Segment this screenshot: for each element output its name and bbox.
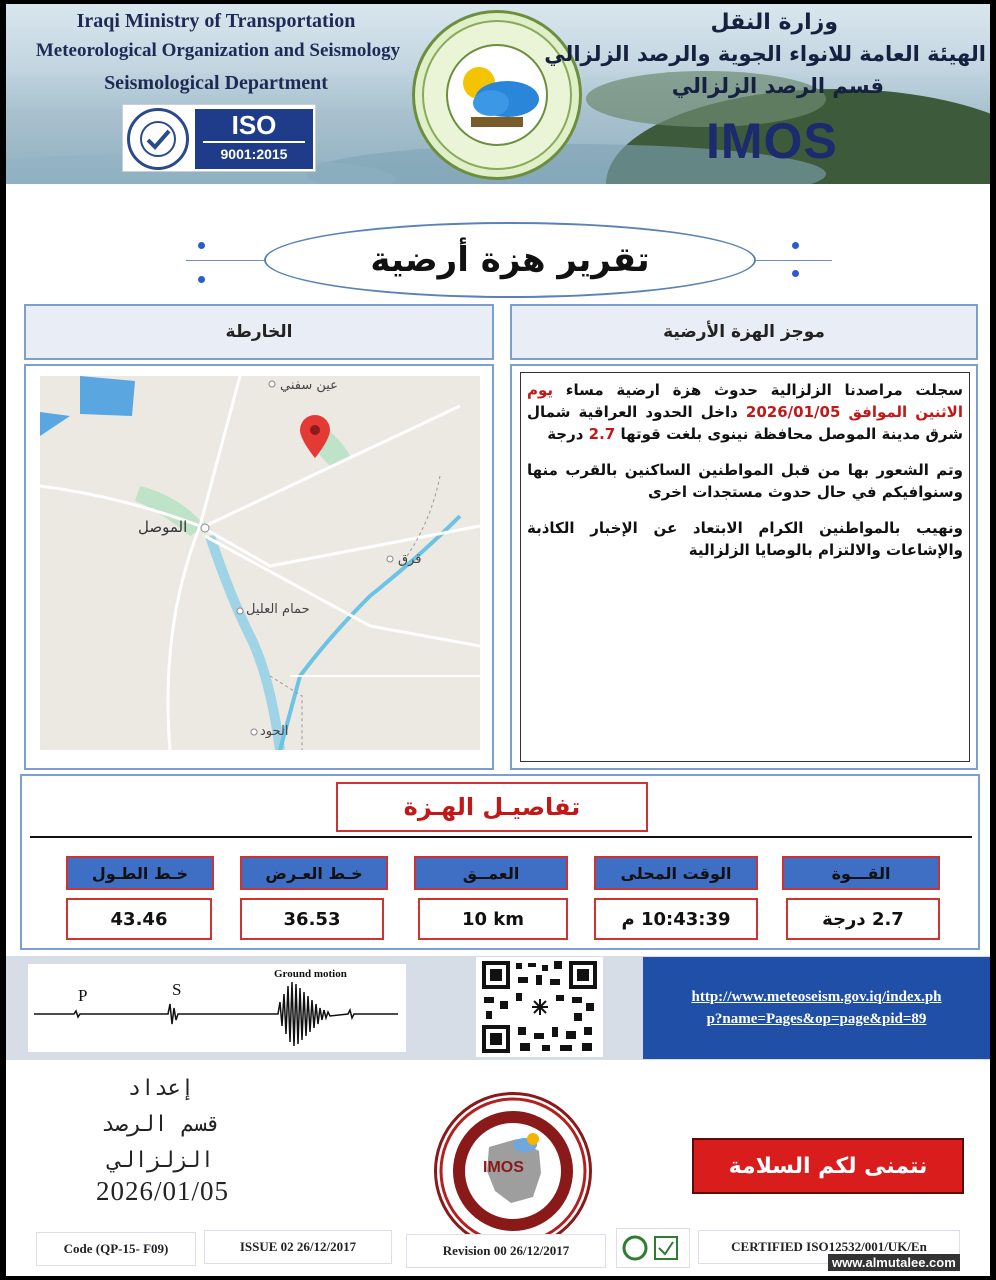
iso-label-block [195, 109, 313, 169]
watermark: www.almutalee.com [828, 1254, 960, 1271]
title-rule-left [186, 260, 270, 261]
ministry-en: Iraqi Ministry of Transportation [76, 10, 356, 32]
ministry-ar: وزارة النقل [710, 10, 838, 35]
department-ar: قسم الرصد الزلزالي [671, 74, 884, 98]
imos-brand: IMOS [706, 113, 838, 169]
summary-date: 2026/01/05 [745, 403, 841, 421]
report-date: 2026/01/05 [96, 1176, 230, 1206]
issue-info: ISSUE 02 26/12/2017 [204, 1230, 392, 1264]
title-decor-dot [198, 276, 205, 283]
summary-magnitude: 2.7 [588, 425, 616, 443]
summary-p1-mid: داخل الحدود العراقية شمال شرق مدينة الموصل محافظة نينوى بلغت قوتها [527, 403, 963, 443]
depth-header: العمــق [414, 856, 568, 890]
imos-seal-logo [434, 1092, 592, 1250]
form-code: Code (QP-15- F09) [36, 1232, 196, 1266]
seismogram-caption: Ground motion [274, 968, 347, 980]
details-title: تفاصيـل الهـزة [336, 782, 648, 832]
earthquake-report-page [6, 4, 990, 1276]
longitude-value: 43.46 [66, 898, 212, 940]
epicenter-pin-icon[interactable] [298, 414, 332, 460]
prepared-by-label: إعداد [127, 1076, 195, 1101]
title-rule-right [752, 260, 832, 261]
website-link[interactable] [643, 957, 990, 1059]
magnitude-value: 2.7 درجة [786, 898, 940, 940]
organization-logo [412, 10, 582, 180]
longitude-header: خـط الطـول [66, 856, 214, 890]
seismogram [28, 964, 406, 1052]
magnitude-header: القـــوة [782, 856, 940, 890]
latitude-header: خـط العـرض [240, 856, 388, 890]
local-time-header: الوقت المحلى [594, 856, 758, 890]
local-time-value: 10:43:39 م [594, 898, 758, 940]
revision-info: Revision 00 26/12/2017 [406, 1234, 606, 1268]
map-label-ain-sifni: عين سفني [280, 378, 338, 393]
location-map[interactable] [40, 376, 480, 750]
summary-p1-end: درجة [547, 425, 589, 443]
title-decor-dot [792, 270, 799, 277]
seal-brand: IMOS [483, 1159, 524, 1176]
url-line-2[interactable]: p?name=Pages&op=page&pid=89 [706, 1011, 927, 1027]
certification-logos [616, 1228, 690, 1268]
s-wave-label: S [172, 980, 182, 999]
cert-badges-icon [617, 1229, 689, 1267]
summary-heading: موجز الهزة الأرضية [510, 304, 978, 360]
summary-body [520, 372, 970, 762]
weather-cloud-sun-icon [415, 13, 579, 177]
safety-message: نتمنى لكم السلامة [692, 1138, 964, 1194]
details-divider [30, 836, 972, 838]
title-decor-dot [198, 242, 205, 249]
department-en: Seismological Department [104, 72, 328, 94]
summary-paragraph-3: ونهيب بالمواطنين الكرام الابتعاد عن الإخبار الكاذبة والإشاعات والالتزام بالوصايا الزلزالية [527, 519, 963, 559]
organization-ar: الهيئة العامة للانواء الجوية والرصد الزلزالي [544, 42, 986, 66]
title-decor-dot [792, 242, 799, 249]
summary-paragraph-2: وتم الشعور بها من قبل المواطنين الساكنين بالقرب منها وسنوافيكم في حال حدوث مستجدات اخرى [527, 461, 963, 501]
p-wave-label: P [78, 986, 88, 1005]
qr-code[interactable] [476, 957, 603, 1057]
iso-certification-badge [122, 104, 316, 172]
iso-standard: 9001:2015 [203, 141, 305, 165]
organization-en: Meteorological Organization and Seismology [35, 40, 401, 61]
depth-value: 10 km [418, 898, 568, 940]
latitude-value: 36.53 [240, 898, 384, 940]
certification-seal-icon [127, 108, 189, 170]
url-line-1[interactable]: http://www.meteoseism.gov.iq/index.ph [691, 989, 942, 1005]
map-label-hamam: حمام العليل [246, 602, 310, 617]
map-heading: الخارطة [24, 304, 494, 360]
summary-paragraph-1 [527, 379, 963, 445]
map-label-mosul: الموصل [138, 518, 188, 536]
iso-label: ISO [231, 110, 277, 140]
department-line-1: قسم الرصد [101, 1112, 221, 1137]
map-label-hod: الحود [260, 724, 289, 739]
department-line-2: الزلزالي [108, 1148, 214, 1173]
qr-code-icon [476, 957, 603, 1057]
iso-certification: CERTIFIED ISO12532/001/UK/En [698, 1230, 960, 1264]
header-banner [6, 4, 990, 184]
report-title: تقرير هزة أرضية [264, 222, 756, 298]
map-label-qaraqosh: قرق [398, 552, 422, 567]
summary-p1-day: يوم الاثنين الموافق [527, 381, 963, 421]
seismogram-waveform [28, 964, 406, 1052]
summary-panel [510, 364, 978, 770]
summary-p1-start: سجلت مراصدنا الزلزالية حدوث هزة ارضية مساء [553, 381, 963, 399]
